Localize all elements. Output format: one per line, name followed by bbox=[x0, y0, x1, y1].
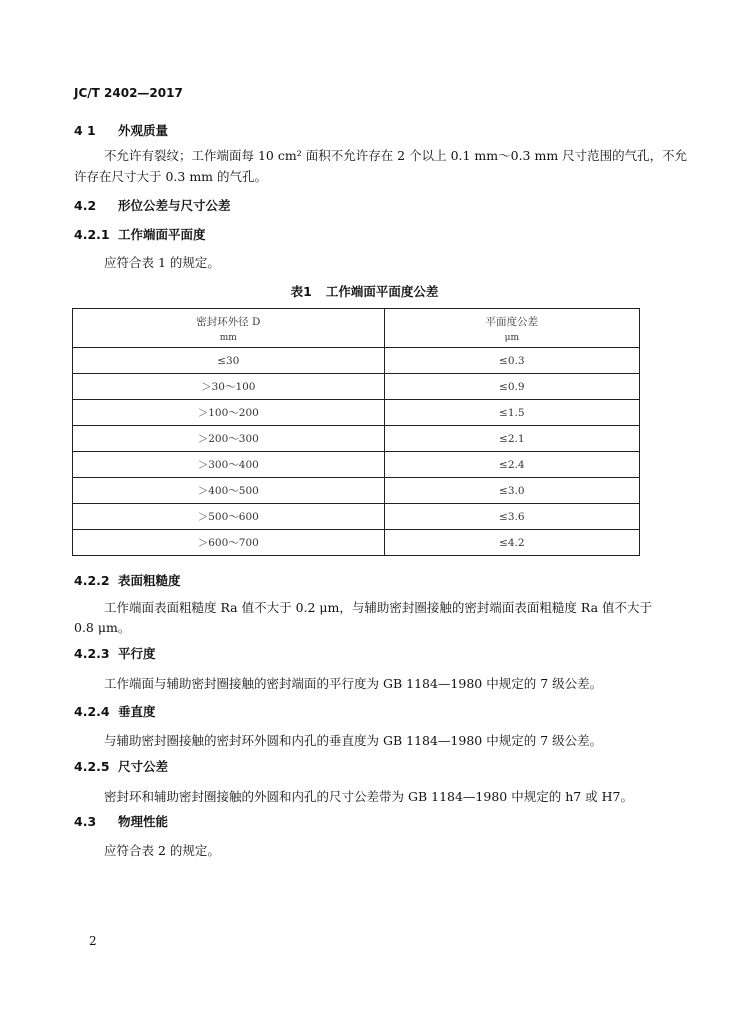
diameter-cell: ＞100～200 bbox=[73, 400, 385, 426]
section-4-1-text-line2: 许存在尺寸大于 0.3 mm 的气孔。 bbox=[74, 169, 268, 184]
section-title: 垂直度 bbox=[118, 704, 156, 719]
section-4-2-1-text: 应符合表 1 的规定。 bbox=[104, 255, 220, 270]
table-row bbox=[73, 478, 640, 504]
table-row bbox=[73, 452, 640, 478]
section-4-3-heading bbox=[74, 812, 168, 830]
section-title: 表面粗糙度 bbox=[118, 573, 181, 588]
tolerance-header-text: 平面度公差 bbox=[485, 315, 539, 328]
section-number: 4.2.1 bbox=[74, 227, 110, 242]
section-number: 4.2.4 bbox=[74, 704, 110, 719]
diameter-cell: ＞30～100 bbox=[73, 374, 385, 400]
section-title: 物理性能 bbox=[118, 814, 169, 829]
flatness-tolerance-table bbox=[72, 308, 640, 556]
section-title: 尺寸公差 bbox=[118, 759, 169, 774]
section-4-2-3-heading bbox=[74, 644, 156, 662]
diameter-cell: ＞200～300 bbox=[73, 426, 385, 452]
tolerance-cell: ≤2.4 bbox=[384, 452, 639, 478]
table-row bbox=[73, 504, 640, 530]
standard-code-header: JC/T 2402—2017 bbox=[74, 86, 183, 100]
table-caption: 工作端面平面度公差 bbox=[325, 284, 439, 299]
tolerance-cell: ≤0.9 bbox=[384, 374, 639, 400]
section-4-2-2-text-line1: 工作端面表面粗糙度 Ra 值不大于 0.2 μm，与辅助密封圈接触的密封端面表面粗糙度 Ra 值不大于 bbox=[104, 600, 652, 615]
section-title: 工作端面平面度 bbox=[118, 227, 206, 242]
tolerance-cell: ≤3.6 bbox=[384, 504, 639, 530]
section-4-2-4-text: 与辅助密封圈接触的密封环外圆和内孔的垂直度为 GB 1184—1980 中规定的 7 级公差。 bbox=[104, 733, 603, 748]
section-title: 外观质量 bbox=[118, 123, 169, 138]
tolerance-cell: ≤2.1 bbox=[384, 426, 639, 452]
section-number: 4.2.3 bbox=[74, 646, 110, 661]
diameter-cell: ＞600～700 bbox=[73, 530, 385, 556]
table-row bbox=[73, 530, 640, 556]
tolerance-unit: μm bbox=[504, 332, 519, 343]
section-4-2-2-text-line2: 0.8 μm。 bbox=[74, 620, 131, 635]
section-title: 形位公差与尺寸公差 bbox=[118, 198, 231, 213]
section-number: 4 1 bbox=[74, 123, 96, 138]
section-title: 平行度 bbox=[118, 646, 156, 661]
table-label: 表1 bbox=[290, 284, 312, 299]
diameter-cell: ＞300～400 bbox=[73, 452, 385, 478]
tolerance-cell: ≤3.0 bbox=[384, 478, 639, 504]
diameter-cell: ＞500～600 bbox=[73, 504, 385, 530]
section-4-2-5-heading bbox=[74, 757, 168, 775]
diameter-column-header bbox=[73, 309, 385, 348]
section-number: 4.2 bbox=[74, 198, 97, 213]
section-4-3-text: 应符合表 2 的规定。 bbox=[104, 843, 220, 858]
diameter-unit: mm bbox=[219, 332, 237, 343]
diameter-cell: ≤30 bbox=[73, 348, 385, 374]
diameter-cell: ＞400～500 bbox=[73, 478, 385, 504]
section-4-2-3-text: 工作端面与辅助密封圈接触的密封端面的平行度为 GB 1184—1980 中规定的 7 级公差。 bbox=[104, 676, 603, 691]
section-4-2-2-heading bbox=[74, 571, 181, 589]
section-number: 4.2.5 bbox=[74, 759, 110, 774]
table-1-title bbox=[0, 282, 729, 300]
table-row bbox=[73, 348, 640, 374]
table-header-row bbox=[73, 309, 640, 348]
section-4-1-text-line1: 不允许有裂纹；工作端面每 10 cm² 面积不允许存在 2 个以上 0.1 mm～0.3 mm 尺寸范围的气孔，不允 bbox=[104, 148, 688, 163]
section-4-2-4-heading bbox=[74, 702, 156, 720]
section-4-2-heading bbox=[74, 196, 231, 214]
table-row bbox=[73, 374, 640, 400]
tolerance-cell: ≤0.3 bbox=[384, 348, 639, 374]
tolerance-column-header bbox=[384, 309, 639, 348]
tolerance-cell: ≤1.5 bbox=[384, 400, 639, 426]
table-row bbox=[73, 400, 640, 426]
section-4-2-1-heading bbox=[74, 225, 206, 243]
section-number: 4.3 bbox=[74, 814, 97, 829]
section-4-2-5-text: 密封环和辅助密封圈接触的外圆和内孔的尺寸公差带为 GB 1184—1980 中规定的 h7 或 H7。 bbox=[104, 789, 633, 804]
diameter-header-text: 密封环外径 D bbox=[196, 315, 261, 328]
table-row bbox=[73, 426, 640, 452]
page-number: 2 bbox=[89, 934, 97, 948]
tolerance-cell: ≤4.2 bbox=[384, 530, 639, 556]
section-number: 4.2.2 bbox=[74, 573, 110, 588]
section-4-1-heading bbox=[74, 121, 168, 139]
